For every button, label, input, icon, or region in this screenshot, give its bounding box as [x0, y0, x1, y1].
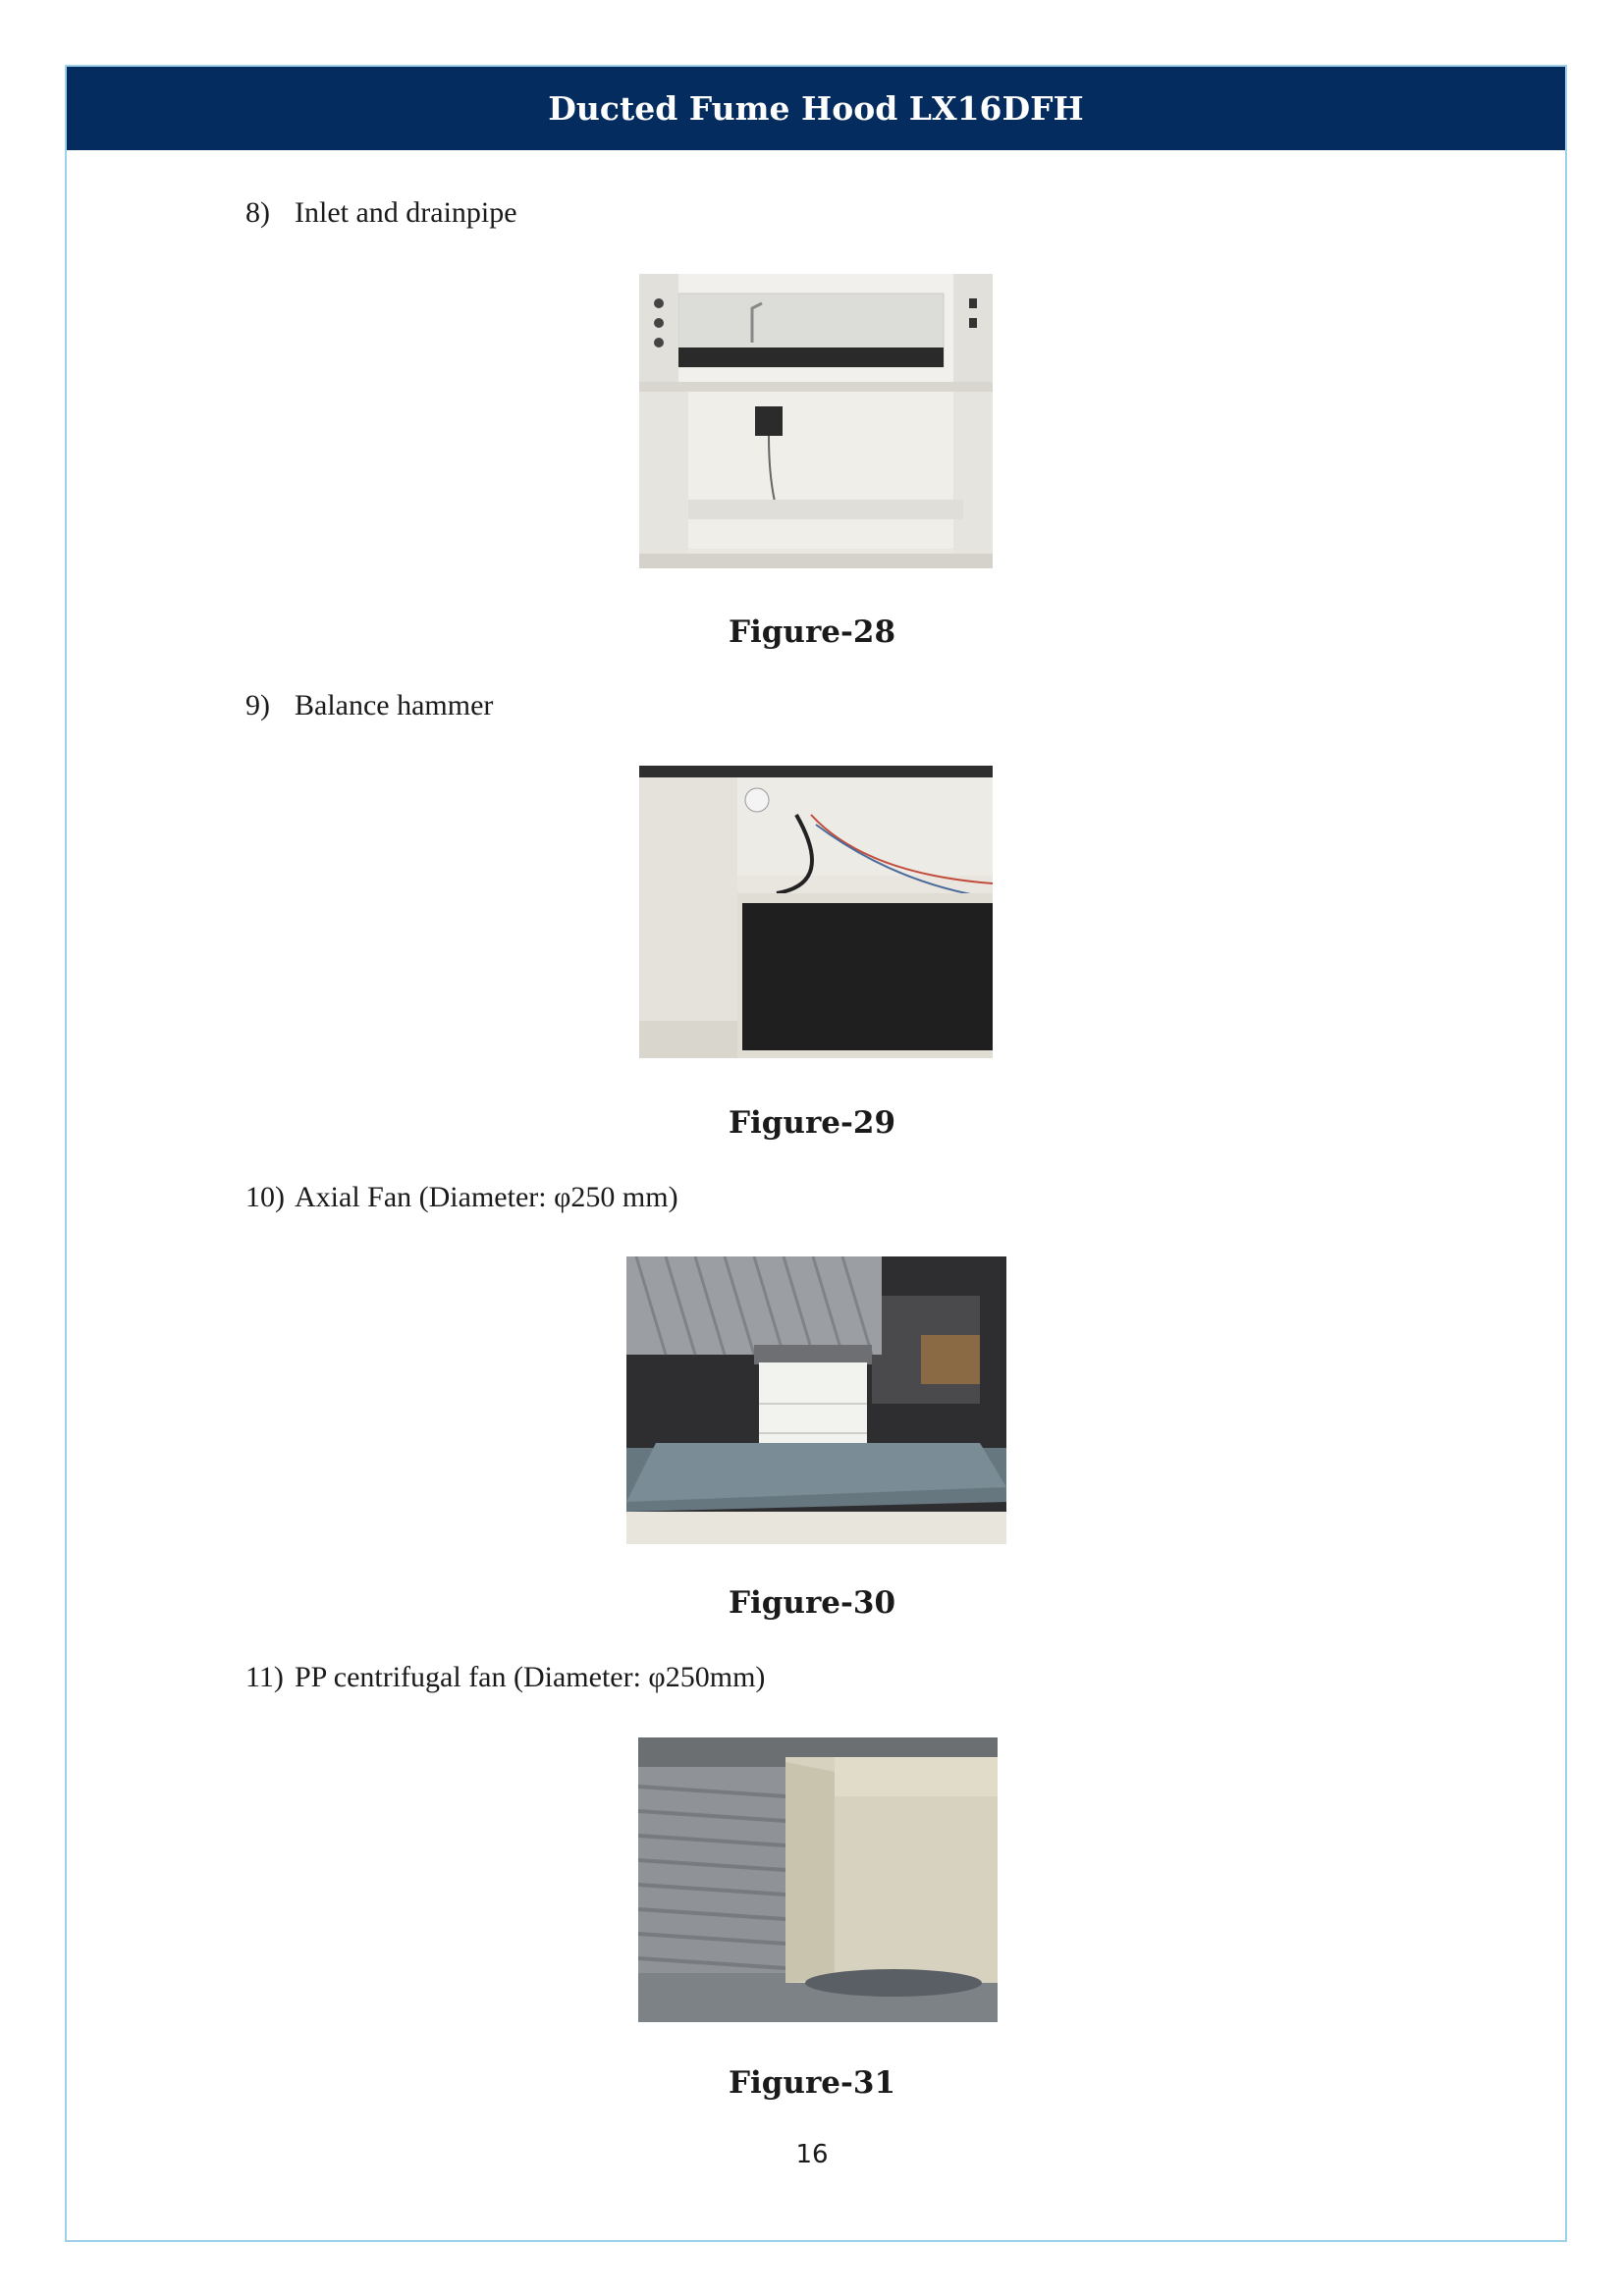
section-item-centrifugal-fan [245, 1661, 765, 1694]
figure-caption: Figure-31 [728, 2065, 896, 2101]
document-title: Ducted Fume Hood LX16DFH [548, 89, 1084, 128]
figure-31-photo [638, 1737, 998, 2022]
section-number: 8) [245, 196, 270, 229]
section-item-axial-fan [245, 1181, 678, 1214]
section-number: 11) [245, 1661, 284, 1693]
section-number: 10) [245, 1181, 285, 1213]
figure-30-photo [626, 1256, 1006, 1544]
section-label: Inlet and drainpipe [295, 196, 517, 229]
section-label: Balance hammer [295, 689, 494, 721]
figure-29-photo [639, 766, 993, 1058]
section-item-inlet [245, 196, 517, 230]
section-item-balance-hammer [245, 689, 493, 722]
figure-28-photo [639, 274, 993, 568]
section-label: PP centrifugal fan (Diameter: φ250mm) [295, 1661, 766, 1693]
header-banner [67, 67, 1565, 150]
figure-caption: Figure-28 [728, 614, 896, 650]
page-number: 16 [795, 2140, 829, 2169]
figure-caption: Figure-29 [728, 1105, 896, 1141]
section-label: Axial Fan (Diameter: φ250 mm) [295, 1181, 678, 1213]
figure-caption: Figure-30 [728, 1585, 896, 1621]
section-number: 9) [245, 689, 270, 721]
